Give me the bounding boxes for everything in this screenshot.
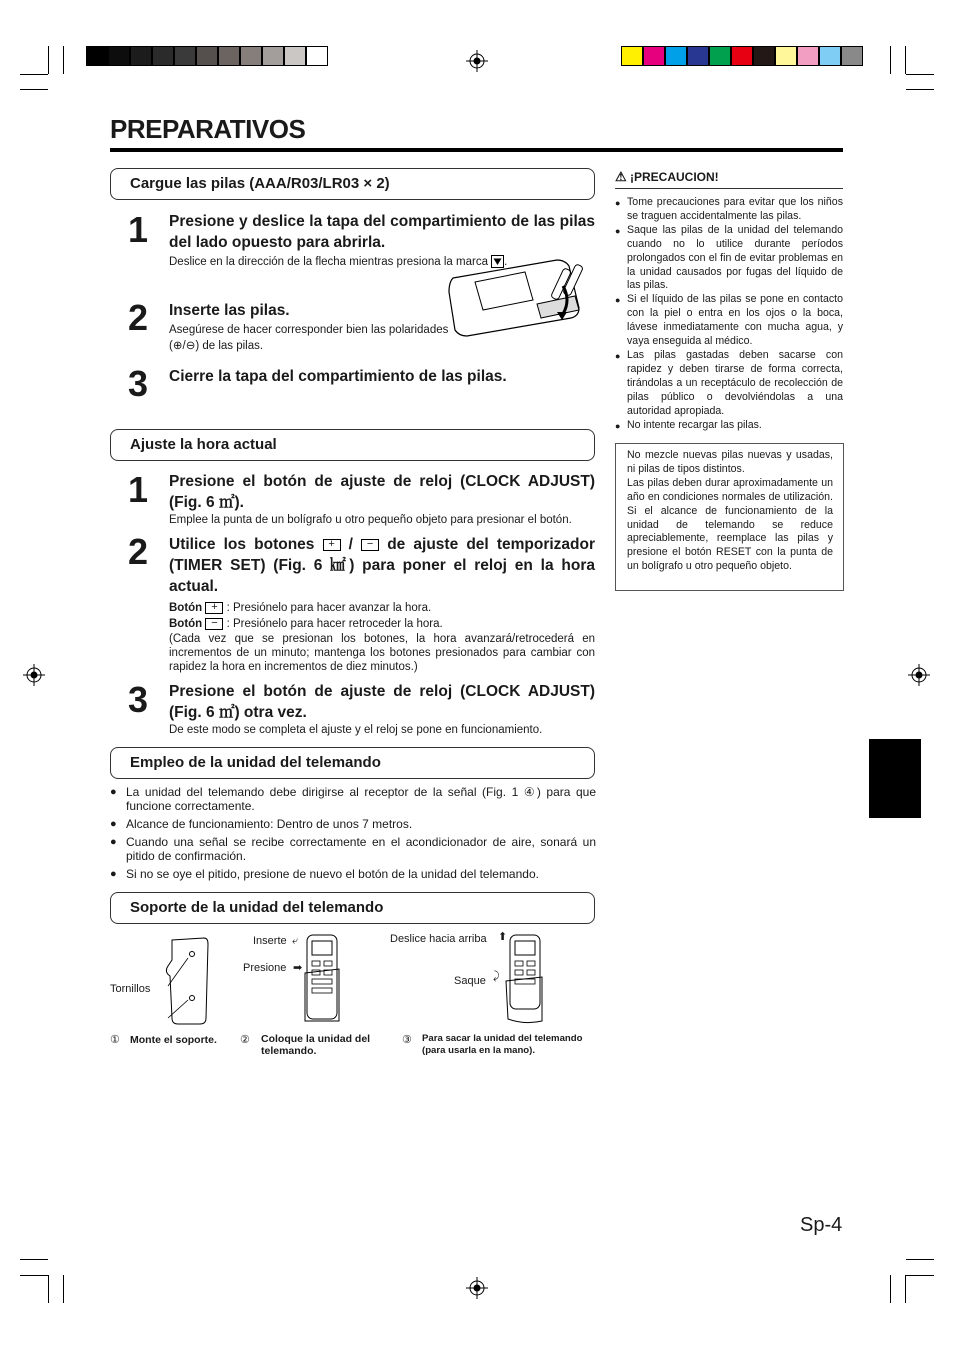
- color-swatch: [240, 46, 262, 66]
- step-number: 1: [128, 469, 149, 510]
- list-item: ● Si el líquido de las pilas se pone en contacto con la piel o entra en los ojos o la boca, lávese inmediatamente con mucha agua, y vaya enseguida al médico.: [615, 293, 843, 349]
- color-swatch: [709, 46, 731, 66]
- crop-mark: [906, 74, 934, 75]
- arrow-icon: ⤶: [292, 935, 299, 947]
- caution-header: [615, 169, 843, 189]
- remote-removal-illustration: [500, 933, 546, 1025]
- plus-button-icon: +: [205, 602, 223, 614]
- button-desc: : Presiónelo para hacer avanzar la hora.: [226, 602, 432, 614]
- crop-mark: [20, 74, 48, 75]
- crop-mark: [906, 1259, 934, 1260]
- crop-mark: [890, 46, 891, 74]
- page-number: Sp-4: [800, 1214, 843, 1236]
- step-title: Presione el botón de ajuste de reloj (CLOCK ADJUST) (Fig. 6 ㎡).: [169, 473, 595, 511]
- step-title: Inserte las pilas.: [169, 302, 290, 319]
- color-swatch: [621, 46, 643, 66]
- step-title: Utilice los botones + / − de ajuste del temporizador (TIMER SET) (Fig. 6 ㎢) para poner el reloj en la hora actual.: [169, 536, 595, 595]
- step-title: Presione y deslice la tapa del compartimiento de las pilas del lado opuesto para abrirla.: [169, 213, 595, 251]
- color-swatch: [841, 46, 863, 66]
- section-header-usage: Empleo de la unidad del telemando: [110, 747, 595, 779]
- step-note: Asegúrese de hacer corresponder bien las polaridades (⊕/⊖) de las pilas.: [169, 324, 449, 352]
- figure-number: ③: [402, 1034, 412, 1046]
- minus-button-icon: −: [361, 539, 379, 551]
- crop-mark: [63, 1275, 64, 1303]
- button-label: Botón: [169, 602, 203, 614]
- crop-mark: [48, 46, 49, 74]
- color-swatch: [284, 46, 306, 66]
- step-number: 3: [128, 363, 149, 404]
- figure-number: ②: [240, 1034, 250, 1046]
- color-swatch: [643, 46, 665, 66]
- crop-mark: [20, 89, 48, 90]
- figure-number: ①: [110, 1034, 120, 1046]
- color-swatch: [218, 46, 240, 66]
- step-title-text: de ajuste del temporizador (TIMER SET) (Fig. 6 ㎢) para poner el reloj en la hora actual.: [169, 536, 595, 595]
- registration-mark-icon: [23, 664, 45, 686]
- crop-mark: [20, 1275, 48, 1276]
- list-item: ● No intente recargar las pilas.: [615, 419, 843, 433]
- step-note: De este modo se completa el ajuste y el reloj se pone en funcionamiento.: [169, 724, 543, 736]
- figure-label: Deslice hacia arriba: [390, 933, 487, 945]
- list-item: ● Saque las pilas de la unidad del telemando cuando no lo utilice durante períodos prolongados con el fin de evitar problemas en la unidad causados por fugas del líquido de las pilas.: [615, 224, 843, 294]
- color-swatch: [152, 46, 174, 66]
- section-header-batteries: Cargue las pilas (AAA/R03/LR03 × 2): [110, 168, 595, 200]
- step-number: 2: [128, 531, 149, 572]
- crop-mark: [48, 1275, 49, 1303]
- color-swatch: [196, 46, 218, 66]
- crop-mark: [906, 1275, 934, 1276]
- figure-label: Inserte: [253, 935, 287, 947]
- crop-mark: [905, 46, 906, 74]
- step-title: Presione el botón de ajuste de reloj (CLOCK ADJUST) (Fig. 6 ㎡) otra vez.: [169, 683, 595, 721]
- plus-polarity-icon: ⊕: [172, 340, 183, 352]
- arrow-up-icon: ⬆: [498, 931, 508, 943]
- color-swatch: [775, 46, 797, 66]
- color-swatch: [130, 46, 152, 66]
- minus-button-icon: −: [205, 618, 223, 630]
- step-title: Cierre la tapa del compartimiento de las pilas.: [169, 368, 507, 385]
- arrow-icon: ⤸: [493, 970, 500, 982]
- list-item: ● Alcance de funcionamiento: Dentro de unos 7 metros.: [110, 817, 596, 831]
- list-item: ● Tome precauciones para evitar que los niños se traguen accidentalmente las pilas.: [615, 196, 843, 224]
- minus-polarity-icon: ⊖: [185, 340, 196, 352]
- step-paren-note: (Cada vez que se presionan los botones, la hora avanzará/retrocederá en incrementos de un minuto; mantenga los botones presionados para cambiar con rapidez la hora en incrementos de diez minutos.): [169, 633, 595, 673]
- caution-list: [615, 196, 843, 432]
- button-label: Botón: [169, 618, 203, 630]
- title-rule: [110, 148, 843, 152]
- usage-bullet-list: [110, 785, 596, 885]
- list-item: ● Si no se oye el pitido, presione de nuevo el botón de la unidad del telemando.: [110, 867, 596, 881]
- step-note-buttons: [169, 600, 595, 674]
- gray-swatch-bar: [86, 46, 328, 66]
- color-swatch: [797, 46, 819, 66]
- color-swatch: [687, 46, 709, 66]
- figure-label: Tornillos: [110, 983, 151, 995]
- color-swatch: [262, 46, 284, 66]
- button-desc: : Presiónelo para hacer retroceder la hora.: [226, 618, 443, 630]
- side-tab: [869, 739, 921, 818]
- color-swatch: [819, 46, 841, 66]
- color-swatch: [174, 46, 196, 66]
- color-swatch: [108, 46, 130, 66]
- registration-mark-icon: [466, 50, 488, 72]
- registration-mark-icon: [908, 664, 930, 686]
- step-number: 3: [128, 679, 149, 720]
- arrow-right-icon: ➡: [293, 962, 303, 974]
- step-number: 2: [128, 297, 149, 338]
- color-swatch: [731, 46, 753, 66]
- list-item: ● Cuando una señal se recibe correctamente en el acondicionador de aire, sonará un pitido de confirmación.: [110, 835, 596, 863]
- page-title: PREPARATIVOS: [110, 114, 306, 144]
- step-number: 1: [128, 209, 149, 250]
- list-item: ● Las pilas gastadas deben sacarse con rapidez y deben tirarse de forma correcta, tirándolas a un receptáculo de recolección de pilas público o devolviéndolas a una autoridad apropiada.: [615, 349, 843, 419]
- step-note: Emplee la punta de un bolígrafo u otro pequeño objeto para presionar el botón.: [169, 514, 572, 526]
- step-note: Deslice en la dirección de la flecha mientras presiona la marca .: [169, 256, 508, 268]
- remote-in-holder-illustration: [303, 933, 343, 1023]
- caution-title: ¡PRECAUCION!: [630, 170, 719, 184]
- figure-label: Saque: [454, 975, 486, 987]
- crop-mark: [906, 89, 934, 90]
- crop-mark: [905, 1275, 906, 1303]
- color-swatch: [86, 46, 108, 66]
- figure-caption: Para sacar la unidad del telemando (para usarla en la mano).: [422, 1033, 583, 1056]
- step-note-text: ) de las pilas.: [195, 340, 264, 352]
- section-header-holder: Soporte de la unidad del telemando: [110, 892, 595, 924]
- color-swatch: [665, 46, 687, 66]
- note-box: No mezcle nuevas pilas nuevas y usadas, ni pilas de tipos distintos. Las pilas deben durar aproximadamente un año en condiciones normales de utilización. Si el alcance de funcionamiento de la unidad de telemando se reduce apreciablemente, reemplace las pilas y presione el botón RESET con la punta de un bolígrafo u otro pequeño objeto.: [615, 443, 844, 591]
- section-header-clock: Ajuste la hora actual: [110, 429, 595, 461]
- list-item: ● La unidad del telemando debe dirigirse al receptor de la señal (Fig. 1 ④) para que funcione correctamente.: [110, 785, 596, 813]
- figure-caption: Monte el soporte.: [130, 1034, 217, 1046]
- step-note-text: Asegúrese de hacer corresponder bien las polaridades: [169, 324, 449, 336]
- warning-triangle-icon: ⚠: [615, 169, 627, 184]
- registration-mark-icon: [466, 1277, 488, 1299]
- step-note-text: Deslice en la dirección de la flecha mientras presiona la marca: [169, 256, 488, 268]
- plus-button-icon: +: [323, 539, 341, 551]
- figure-label: Presione: [243, 962, 287, 974]
- crop-mark: [63, 46, 64, 74]
- holder-mount-illustration: [160, 936, 215, 1028]
- crop-mark: [20, 1259, 48, 1260]
- color-swatch-bar: [621, 46, 863, 66]
- color-swatch: [753, 46, 775, 66]
- crop-mark: [890, 1275, 891, 1303]
- figure-caption: Coloque la unidad del telemando.: [261, 1033, 371, 1057]
- color-swatch: [306, 46, 328, 66]
- step-title-text: Utilice los botones: [169, 536, 315, 553]
